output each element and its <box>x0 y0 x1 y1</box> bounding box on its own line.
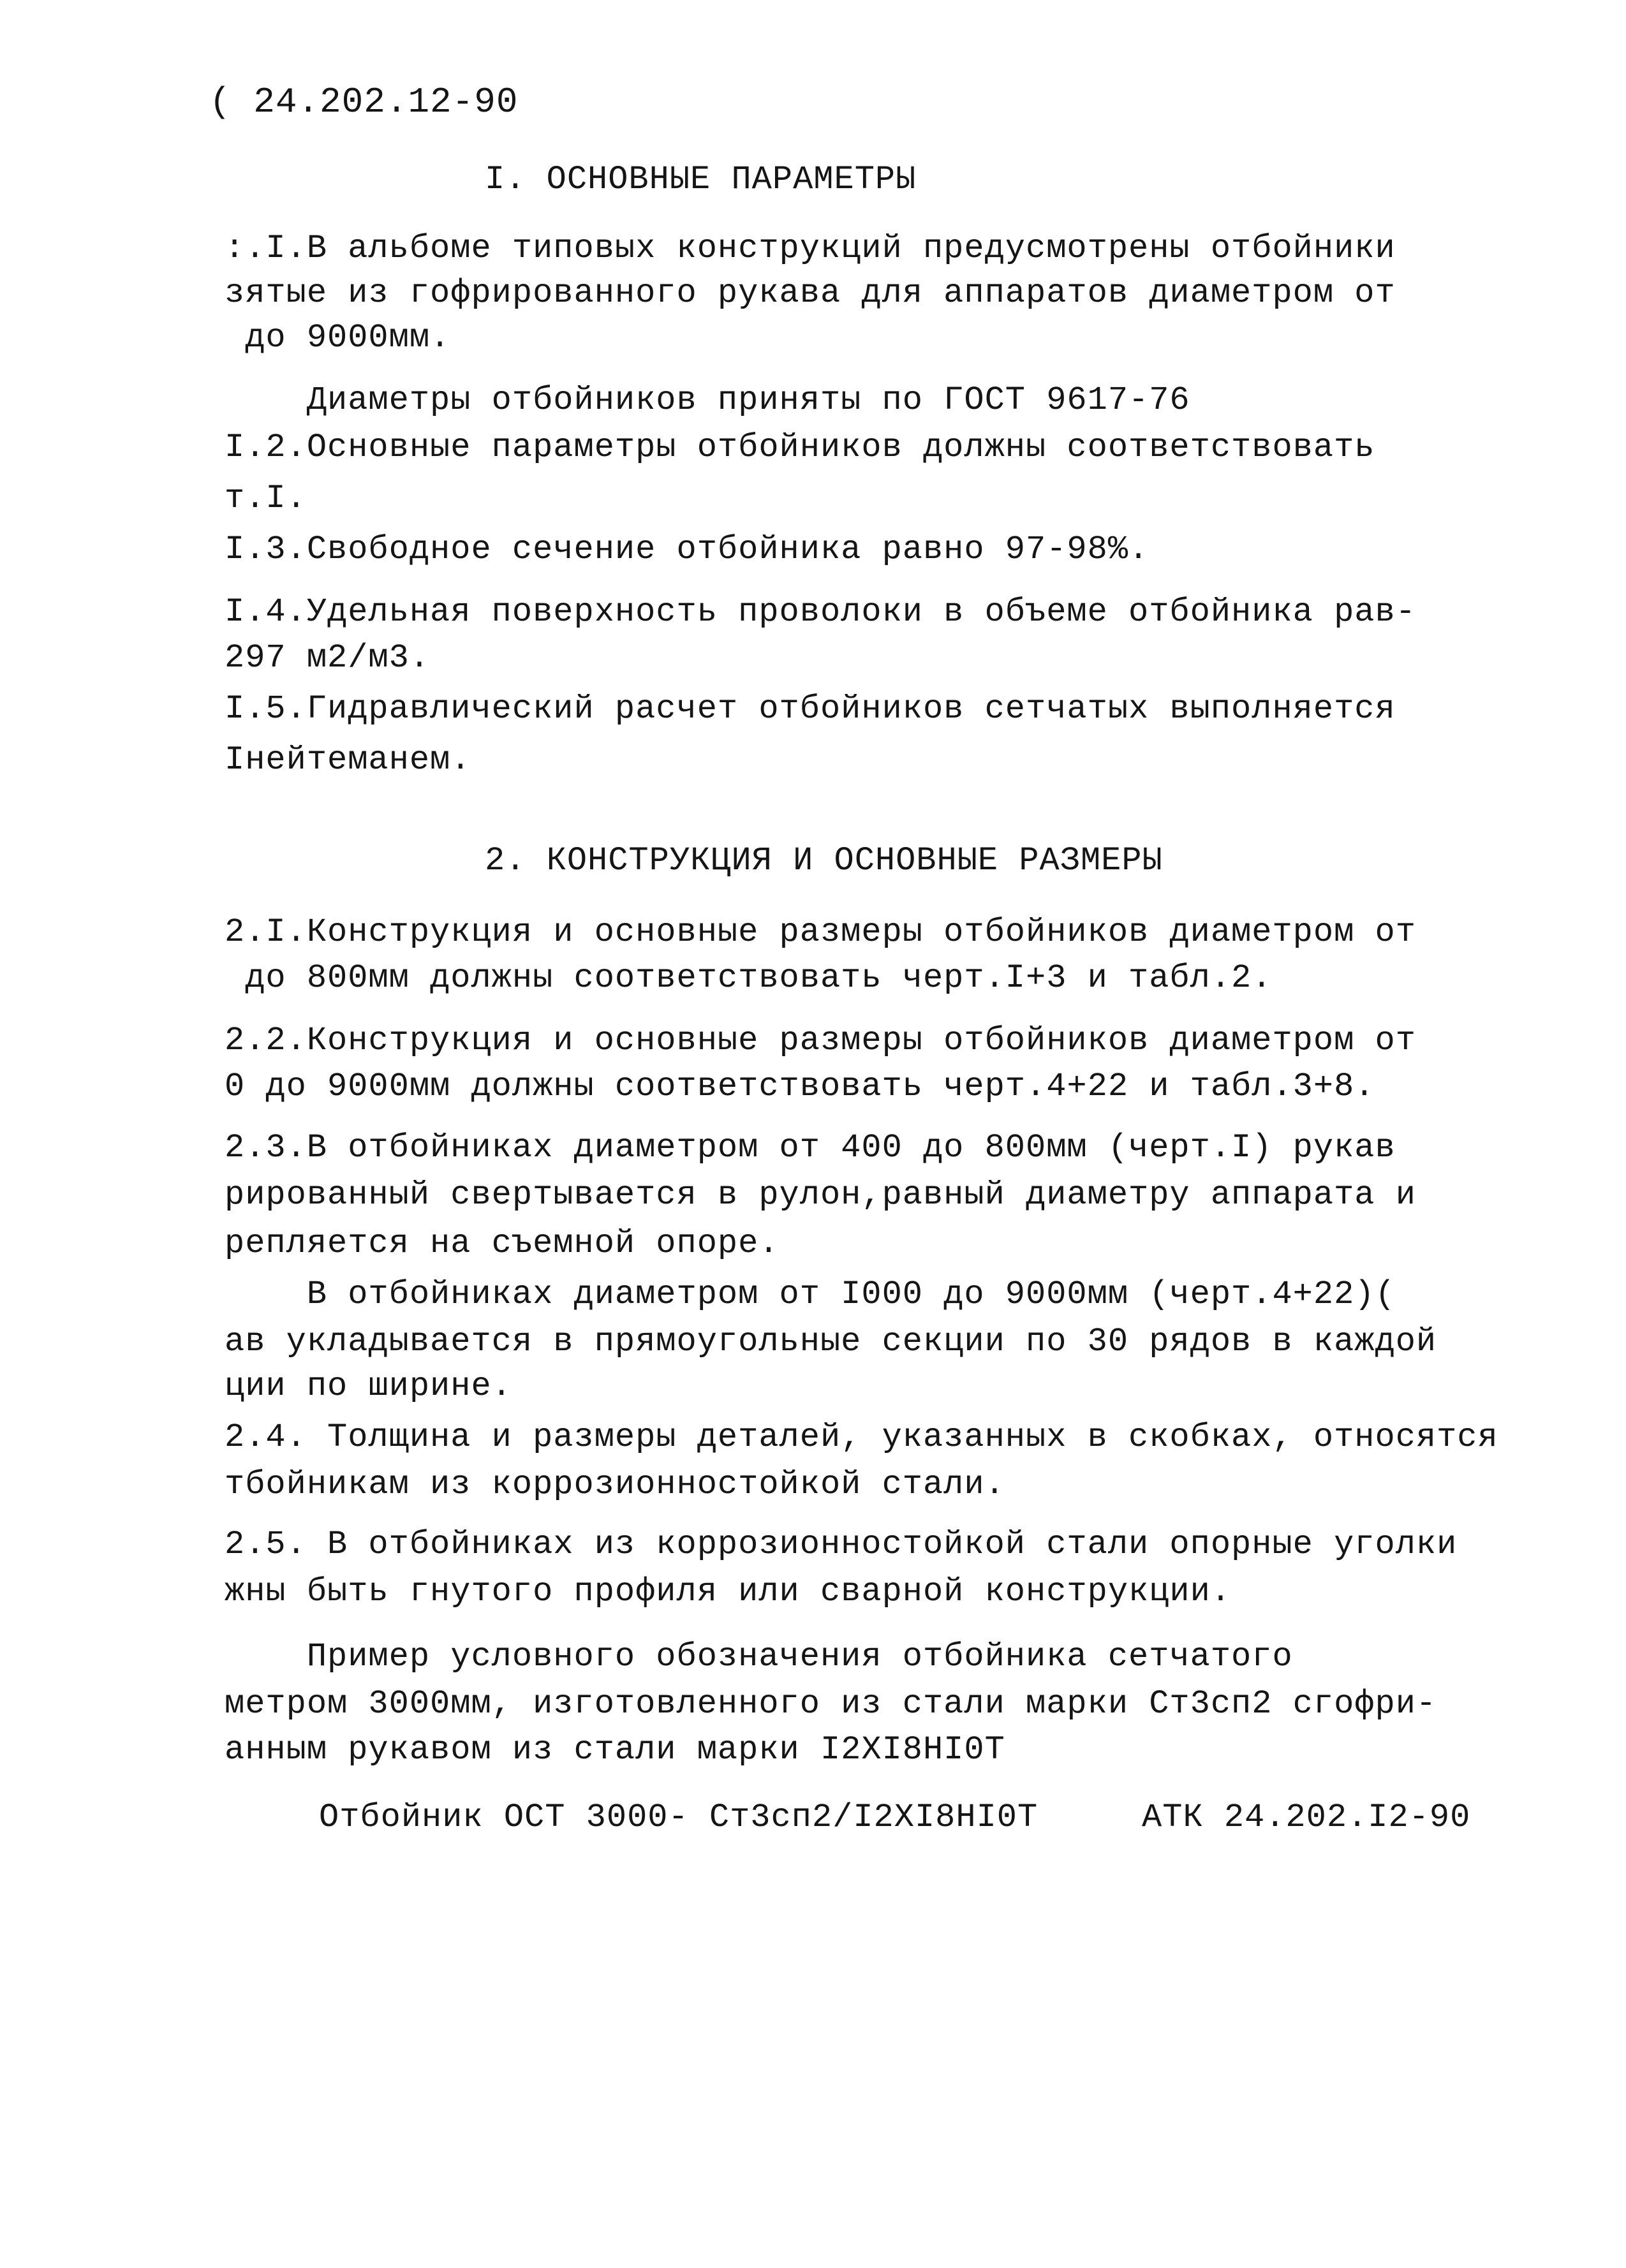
paragraph-line: 2.4. Толщина и размеры деталей, указанных в скобках, относятся <box>225 1418 1498 1456</box>
paragraph-line: :.I.В альбоме типовых конструкций предусмотрены отбойники <box>225 230 1396 267</box>
paragraph-line: 2.5. В отбойниках из коррозионностойкой стали опорные уголки <box>225 1526 1458 1563</box>
designation-code: АТК 24.202.I2-90 <box>1142 1799 1471 1836</box>
section-2-title: 2. КОНСТРУКЦИЯ И ОСНОВНЫЕ РАЗМЕРЫ <box>485 842 1163 880</box>
paragraph-line: рированный свертывается в рулон,равный диаметру аппарата и <box>225 1176 1416 1214</box>
paragraph-line: жны быть гнутого профиля или сварной конструкции. <box>225 1573 1232 1610</box>
paragraph-line: ав укладывается в прямоугольные секции по 30 рядов в каждой <box>225 1323 1437 1360</box>
paragraph-line: I.2.Основные параметры отбойников должны соответствовать <box>225 429 1375 466</box>
paragraph-line: Пример условного обозначения отбойника сетчатого <box>225 1638 1293 1675</box>
paragraph-line: I.5.Гидравлический расчет отбойников сетчатых выполняется <box>225 690 1396 728</box>
paragraph-line: 2.2.Конструкция и основные размеры отбойников диаметром от <box>225 1022 1416 1059</box>
section-1-title: I. ОСНОВНЫЕ ПАРАМЕТРЫ <box>485 161 917 198</box>
paragraph-line: анным рукавом из стали марки I2XI8HI0T <box>225 1731 1005 1769</box>
paragraph-line: метром 3000мм, изготовленного из стали марки Ст3сп2 сгофри- <box>225 1685 1437 1723</box>
designation-example: Отбойник ОСТ 3000- Ст3сп2/I2XI8HI0T <box>319 1799 1038 1836</box>
paragraph-line: зятые из гофрированного рукава для аппаратов диаметром от <box>225 274 1396 312</box>
paragraph-line: 2.I.Конструкция и основные размеры отбойников диаметром от <box>225 913 1416 951</box>
paragraph-line: В отбойниках диаметром от I000 до 9000мм (черт.4+22)( <box>225 1276 1396 1313</box>
paragraph-line: тбойникам из коррозионностойкой стали. <box>225 1466 1005 1503</box>
paragraph-line: I.3.Свободное сечение отбойника равно 97-98%. <box>225 531 1149 568</box>
paragraph-line: т.I. <box>225 480 307 517</box>
paragraph-line: I.4.Удельная поверхность проволоки в объеме отбойника рав- <box>225 593 1416 631</box>
paragraph-line: 297 м2/м3. <box>225 639 431 677</box>
paragraph-line: до 800мм должны соответствовать черт.I+3 и табл.2. <box>225 959 1273 997</box>
paragraph-line: Iнейтеманем. <box>225 741 471 779</box>
paragraph-line: репляется на съемной опоре. <box>225 1225 780 1262</box>
paragraph-line: до 9000мм. <box>225 319 451 357</box>
paragraph-line: Диаметры отбойников приняты по ГОСТ 9617-76 <box>225 381 1190 419</box>
paragraph-line: ции по ширине. <box>225 1367 512 1405</box>
document-code: ( 24.202.12-90 <box>209 82 519 122</box>
paragraph-line: 0 до 9000мм должны соответствовать черт.4+22 и табл.3+8. <box>225 1068 1375 1105</box>
paragraph-line: 2.3.В отбойниках диаметром от 400 до 800мм (черт.I) рукав <box>225 1129 1396 1167</box>
